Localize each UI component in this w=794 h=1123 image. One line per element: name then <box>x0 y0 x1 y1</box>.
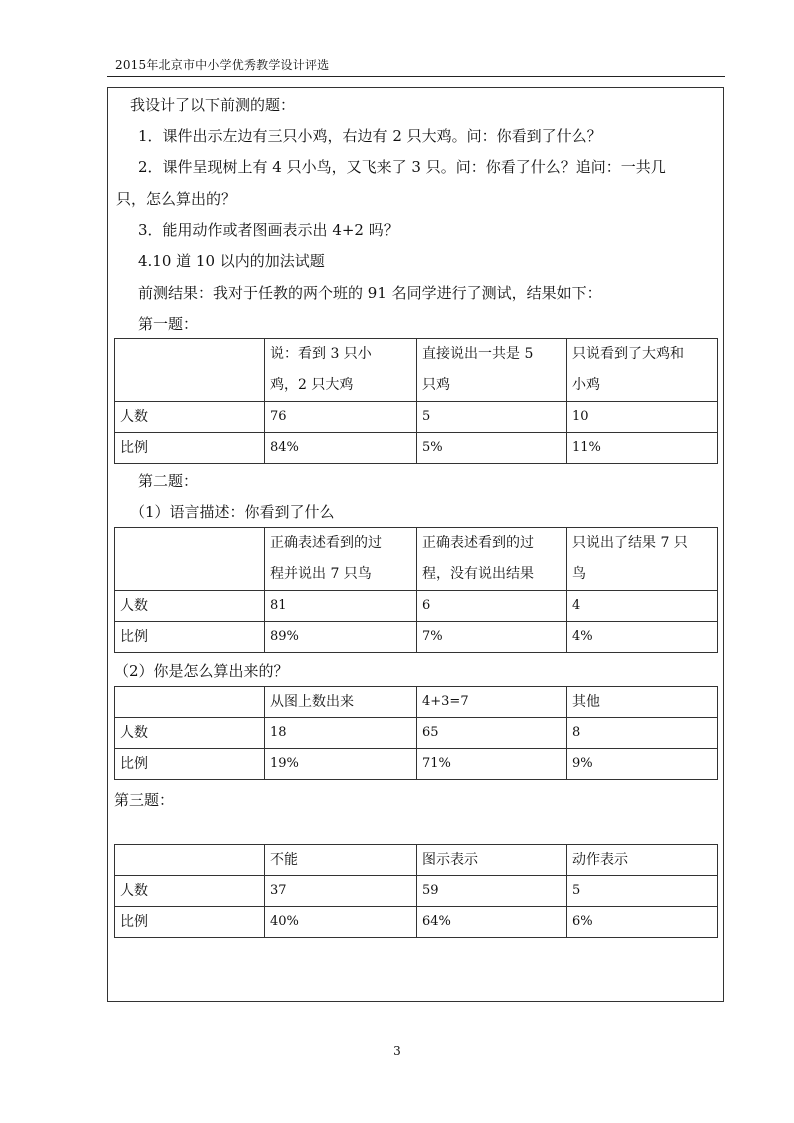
table-cell: 64% <box>417 907 567 938</box>
table-header-cell: 只说出了结果 7 只 鸟 <box>567 528 718 591</box>
table-cell: 71% <box>417 749 567 780</box>
table-header-cell: 其他 <box>567 687 718 718</box>
table-question-3 <box>114 844 718 938</box>
table-cell: 19% <box>265 749 417 780</box>
question-1: 1．课件出示左边有三只小鸡，右边有 2 只大鸡。问：你看到了什么？ <box>138 127 602 145</box>
table-question-1 <box>114 338 718 464</box>
table-cell: 81 <box>265 591 417 622</box>
table-header-row <box>115 845 718 876</box>
table-row <box>115 622 718 653</box>
table-header-cell: 正确表述看到的过 程并说出 7 只鸟 <box>265 528 417 591</box>
table-cell: 89% <box>265 622 417 653</box>
table-cell: 6 <box>417 591 567 622</box>
section-3-title: 第三题： <box>114 791 175 809</box>
table-header-row <box>115 528 718 591</box>
table-header-cell: 正确表述看到的过 程，没有说出结果 <box>417 528 567 591</box>
table-header-cell: 动作表示 <box>567 845 718 876</box>
table-row <box>115 433 718 464</box>
table-header-cell: 直接说出一共是 5 只鸡 <box>417 339 567 402</box>
table-cell: 6% <box>567 907 718 938</box>
table-cell: 5% <box>417 433 567 464</box>
table-cell: 84% <box>265 433 417 464</box>
table-header-cell: 4+3=7 <box>417 687 567 718</box>
table-cell: 11% <box>567 433 718 464</box>
row-label: 人数 <box>115 876 265 907</box>
table-row <box>115 718 718 749</box>
table-header-cell: 只说看到了大鸡和 小鸡 <box>567 339 718 402</box>
table-corner-cell <box>115 687 265 718</box>
page-number: 3 <box>393 1044 401 1058</box>
result-intro: 前测结果：我对于任教的两个班的 91 名同学进行了测试，结果如下： <box>138 284 602 302</box>
question-2-line-2: 只，怎么算出的？ <box>116 190 237 208</box>
table-cell: 5 <box>567 876 718 907</box>
table-row <box>115 876 718 907</box>
table-cell: 4 <box>567 591 718 622</box>
table-cell: 18 <box>265 718 417 749</box>
header-rule <box>107 76 725 77</box>
row-label: 比例 <box>115 749 265 780</box>
section-2-title: 第二题： <box>138 472 199 490</box>
table-header-row <box>115 687 718 718</box>
table-header-cell: 不能 <box>265 845 417 876</box>
table-row <box>115 749 718 780</box>
row-label: 比例 <box>115 907 265 938</box>
table-cell: 5 <box>417 402 567 433</box>
table-row <box>115 591 718 622</box>
row-label: 人数 <box>115 718 265 749</box>
question-4: 4.10 道 10 以内的加法试题 <box>138 252 325 270</box>
row-label: 人数 <box>115 591 265 622</box>
table-cell: 9% <box>567 749 718 780</box>
table-cell: 10 <box>567 402 718 433</box>
table-header-row <box>115 339 718 402</box>
table-corner-cell <box>115 339 265 402</box>
table-cell: 37 <box>265 876 417 907</box>
table-row <box>115 907 718 938</box>
question-2-line-1: 2．课件呈现树上有 4 只小鸟，又飞来了 3 只。问：你看了什么？追问：一共几 <box>138 158 666 176</box>
table-cell: 76 <box>265 402 417 433</box>
section-2-part-2-title: （2）你是怎么算出来的？ <box>114 662 289 680</box>
section-2-part-1-title: （1）语言描述：你看到了什么 <box>130 503 335 521</box>
table-header-cell: 图示表示 <box>417 845 567 876</box>
table-question-2-part-1 <box>114 527 718 653</box>
section-1-title: 第一题： <box>138 315 199 333</box>
table-corner-cell <box>115 845 265 876</box>
question-3: 3．能用动作或者图画表示出 4+2 吗？ <box>138 221 399 239</box>
row-label: 比例 <box>115 622 265 653</box>
intro-line: 我设计了以下前测的题： <box>130 96 296 114</box>
table-row <box>115 402 718 433</box>
table-header-cell: 说：看到 3 只小 鸡，2 只大鸡 <box>265 339 417 402</box>
table-question-2-part-2 <box>114 686 718 780</box>
table-cell: 59 <box>417 876 567 907</box>
table-header-cell: 从图上数出来 <box>265 687 417 718</box>
row-label: 人数 <box>115 402 265 433</box>
table-cell: 4% <box>567 622 718 653</box>
table-cell: 8 <box>567 718 718 749</box>
table-corner-cell <box>115 528 265 591</box>
page-header: 2015年北京市中小学优秀教学设计评选 <box>115 58 330 72</box>
table-cell: 40% <box>265 907 417 938</box>
table-cell: 65 <box>417 718 567 749</box>
table-cell: 7% <box>417 622 567 653</box>
row-label: 比例 <box>115 433 265 464</box>
